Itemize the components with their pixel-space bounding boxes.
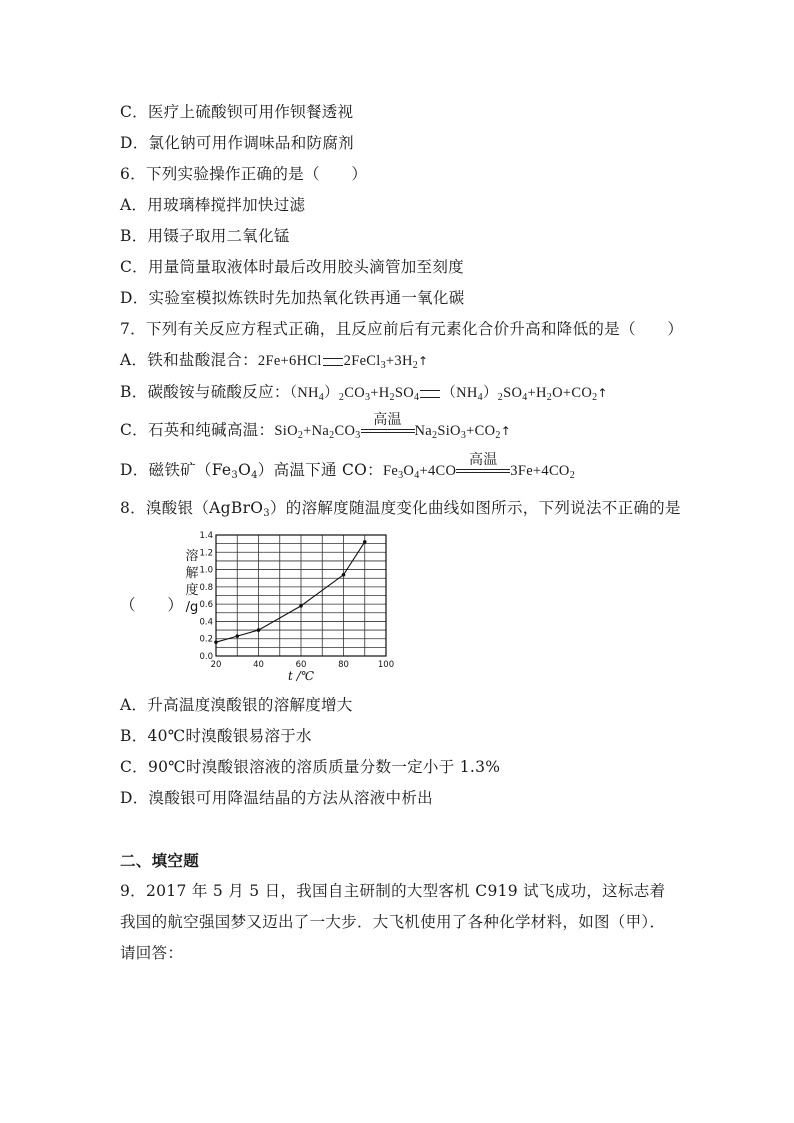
y-tick-label: 0.8 xyxy=(199,582,213,593)
q6-stem: 6．下列实验操作正确的是（ ） xyxy=(120,165,368,183)
section-title: 二、填空题 xyxy=(120,852,200,870)
solubility-chart xyxy=(180,531,395,683)
q8-answer-bracket: （ ） xyxy=(120,596,184,614)
data-point xyxy=(299,604,303,608)
y-tick-label: 0.0 xyxy=(199,652,213,662)
q7-d-equation: $Fe_3O_4+4CO$ 高温 $3Fe+4CO_2$ xyxy=(382,452,576,481)
gas-arrow-icon: ↑ xyxy=(418,354,429,368)
y-axis-label: 解 xyxy=(185,566,199,581)
equals-bar xyxy=(323,358,343,366)
q8-option-a: A．升高温度溴酸银的溶解度增大 xyxy=(120,696,353,714)
q6-option-d: D．实验室模拟炼铁时先加热氧化铁再通一氧化碳 xyxy=(120,289,465,307)
x-tick-label: 20 xyxy=(210,660,222,670)
q6-option-a: A．用玻璃棒搅拌加快过滤 xyxy=(120,196,306,214)
y-tick-label: 0.4 xyxy=(199,617,213,628)
q7-b-label: B．碳酸铵与硫酸反应： xyxy=(120,383,290,401)
q6-option-b: B．用镊子取用二氧化锰 xyxy=(120,227,290,245)
q7-c-label: C．石英和纯碱高温： xyxy=(120,421,275,439)
y-tick-label: 0.2 xyxy=(199,634,213,645)
data-point xyxy=(214,640,218,644)
x-tick-label: 100 xyxy=(377,660,395,670)
q7-a-label: A．铁和盐酸混合： xyxy=(120,351,258,369)
q5-option-c: C．医疗上硫酸钡可用作钡餐透视 xyxy=(120,103,354,121)
equals-bar xyxy=(420,390,440,398)
q8-option-c: C．90℃时溴酸银溶液的溶质质量分数一定小于 1.3% xyxy=(120,758,501,776)
x-axis-label: t /℃ xyxy=(287,669,315,683)
y-axis-label: /g xyxy=(185,600,199,615)
y-tick-label: 0.6 xyxy=(199,600,213,611)
q7-a-equation: 2Fe+6HCl $2FeCl_3+3H_2↑$ xyxy=(257,353,429,371)
data-point xyxy=(257,628,261,632)
q6-option-c: C．用量筒量取液体时最后改用胶头滴管加至刻度 xyxy=(120,258,464,276)
q8-stem: 8．溴酸银（AgBrO$_3$）的溶解度随温度变化曲线如图所示，下列说法不正确的是 xyxy=(120,499,681,519)
q7-b-equation: $(NH_4)_2CO_3+H_2SO_4$ $(NH_4)_2SO_4+H_2O+CO_2↑$ xyxy=(289,385,608,403)
y-axis-label: 溶 xyxy=(185,549,199,564)
q7-d-label: D．磁铁矿$(Fe_3O_4)$高温下通 CO： xyxy=(120,461,383,481)
y-axis-label: 度 xyxy=(185,583,199,598)
q7-option-c xyxy=(120,412,512,441)
x-tick-label: 80 xyxy=(338,660,349,670)
data-point xyxy=(363,540,367,544)
x-tick-label: 60 xyxy=(295,660,307,670)
q7-stem: 7．下列有关反应方程式正确，且反应前后有元素化合价升高和降低的是（ ） xyxy=(120,320,684,338)
y-tick-label: 1.2 xyxy=(199,548,213,559)
q7-option-a xyxy=(120,350,428,371)
q8-option-b: B．40℃时溴酸银易溶于水 xyxy=(120,727,312,745)
y-tick-label: 1.4 xyxy=(199,531,213,541)
q5-option-d: D．氯化钠可用作调味品和防腐剂 xyxy=(120,134,354,152)
q7-option-d xyxy=(120,452,576,481)
q7-option-b xyxy=(120,382,608,403)
gas-arrow-icon: ↑ xyxy=(500,424,512,438)
gas-arrow-icon: ↑ xyxy=(597,386,608,400)
x-tick-label: 40 xyxy=(253,660,264,670)
data-point xyxy=(235,634,239,638)
q7-c-equation: $SiO_2+Na_2CO_3$ 高温 $Na_2SiO_3+CO_2↑$ xyxy=(274,412,512,441)
y-tick-label: 1.0 xyxy=(199,565,213,576)
reaction-condition: 高温 xyxy=(456,460,510,480)
q8-option-d: D．溴酸银可用降温结晶的方法从溶液中析出 xyxy=(120,789,433,807)
reaction-condition: 高温 xyxy=(361,420,415,440)
solubility-curve xyxy=(216,542,365,642)
q9-text: 9．2017 年 5 月 5 日，我国自主研制的大型客机 C919 试飞成功，这标志着我国的航空强国梦又迈出了一大步．大飞机使用了各种化学材料，如图（甲）．请回答： xyxy=(120,882,666,962)
data-point xyxy=(342,573,346,577)
